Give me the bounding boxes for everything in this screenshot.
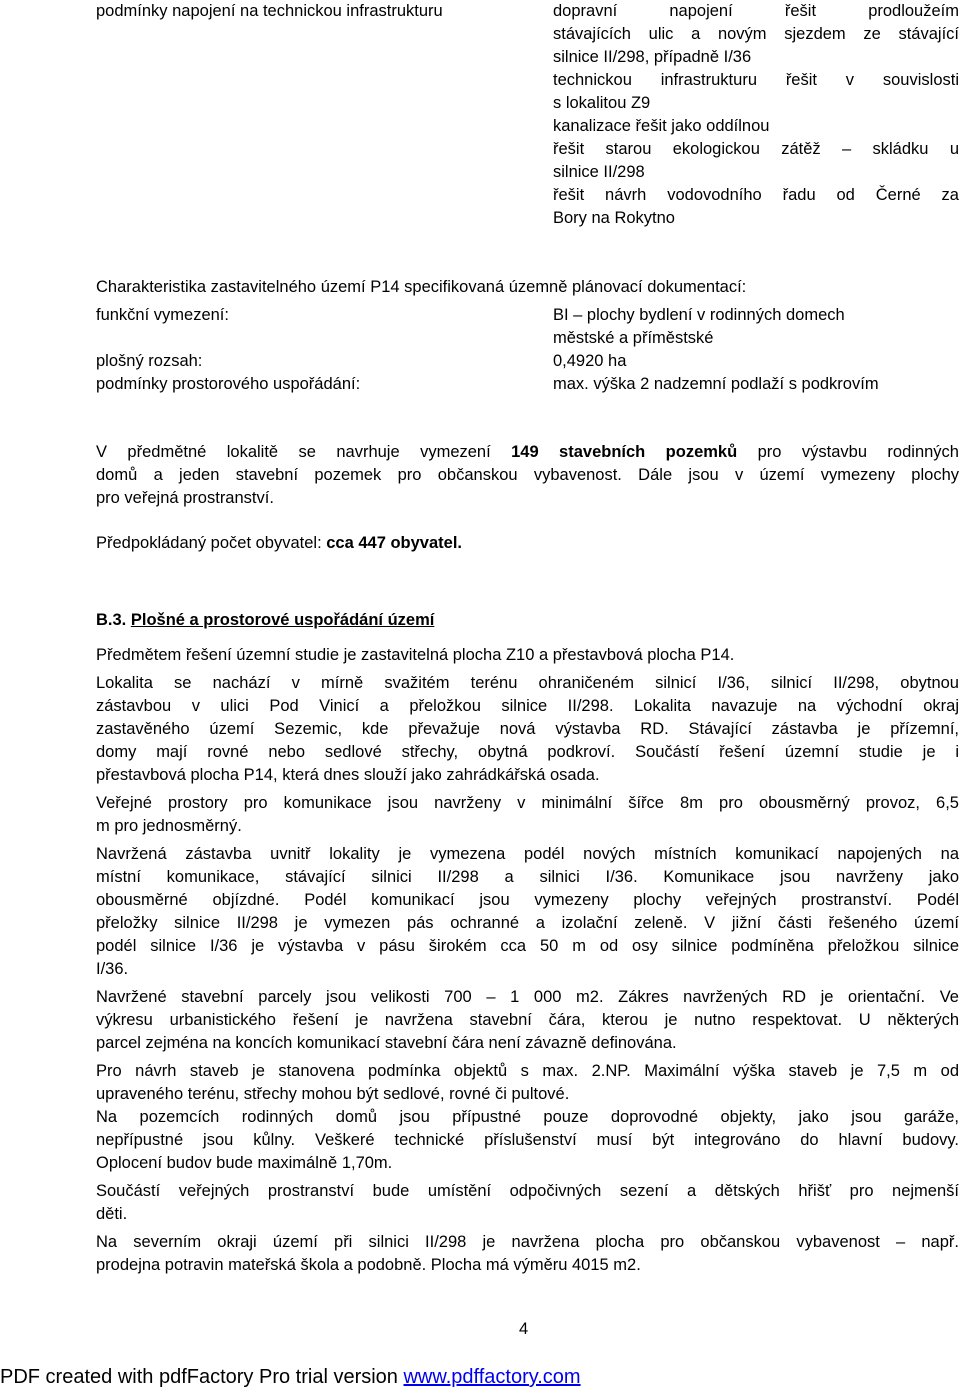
area-value: 0,4920 ha	[553, 352, 627, 370]
paragraph-line: Lokalita se nachází v mírně svažitém terénu ohraničeném silnicí I/36, silnicí II/298, obytnou	[96, 674, 959, 692]
paragraph	[96, 672, 959, 787]
area-label: plošný rozsah:	[96, 352, 203, 370]
paragraph-line: přeložky silnice II/298 je vymezen pás ochranné a izolační zeleně. V jižní části řešeného území	[96, 914, 959, 932]
paragraph-line: I/36.	[96, 960, 129, 978]
paragraph-line: m pro jednosměrný.	[96, 817, 242, 835]
intro-line: pro veřejná prostranství.	[96, 489, 274, 507]
population	[96, 532, 462, 555]
condition-line: silnice II/298	[553, 163, 645, 181]
condition-line: kanalizace řešit jako oddílnou	[553, 117, 770, 135]
function-value: BI – plochy bydlení v rodinných domech	[553, 306, 845, 324]
footer-text: PDF created with pdfFactory Pro trial version	[0, 1366, 404, 1388]
paragraph-line: zastavěného území Sezemic, kde převažuje nová výstavba RD. Stávající zástavba je přízemní,	[96, 720, 959, 738]
section-heading	[96, 609, 434, 632]
function-label: funkční vymezení:	[96, 306, 229, 324]
spatial-value: max. výška 2 nadzemní podlaží s podkrovím	[553, 375, 879, 393]
paragraph-line: parcel zejména na koncích komunikací stavební čára není závazně definována.	[96, 1034, 677, 1052]
population-value: cca 447 obyvatel.	[326, 534, 463, 552]
paragraph-line: domy mají rovné nebo sedlové střechy, obytná podkroví. Součástí řešení územní studie je i	[96, 743, 959, 761]
characteristics-heading: Charakteristika zastavitelného území P14 specifikovaná územně plánovací dokumentací:	[96, 278, 747, 296]
intro-line: domů a jeden stavební pozemek pro občanskou vybavenost. Dále jsou v území vymezeny plochy	[96, 466, 959, 484]
condition-line: silnice II/298, případně I/36	[553, 48, 752, 66]
infrastructure-conditions	[553, 0, 959, 230]
paragraph	[96, 1060, 959, 1175]
intro-paragraph	[96, 441, 959, 510]
paragraph-line: prodejna potravin mateřská škola a podobně. Plocha má výměru 4015 m2.	[96, 1256, 641, 1274]
intro-text: pro výstavbu rodinných	[757, 443, 959, 461]
intro-text: V předmětné lokalitě se navrhuje vymezení	[96, 443, 491, 461]
section-number: B.3.	[96, 611, 127, 629]
pdf-footer	[0, 1365, 581, 1389]
population-label: Předpokládaný počet obyvatel:	[96, 534, 322, 552]
paragraph	[96, 843, 959, 981]
footer-link[interactable]: www.pdffactory.com	[403, 1366, 581, 1388]
paragraph-line: Veřejné prostory pro komunikace jsou navrženy v minimální šířce 8m pro obousměrný provoz, 6,5	[96, 794, 959, 812]
paragraph	[96, 644, 959, 667]
paragraph-line: upraveného terénu, střechy mohou být sedlové, rovné či pultové.	[96, 1085, 570, 1103]
paragraph-line: děti.	[96, 1205, 128, 1223]
paragraph-line: Navržená zástavba uvnitř lokality je vymezena podél nových místních komunikací napojených na	[96, 845, 959, 863]
body-paragraphs	[96, 644, 959, 1277]
paragraph-line: Navržené stavební parcely jsou velikosti 700 – 1 000 m2. Zákres navržených RD je orientační. Ve	[96, 988, 959, 1006]
paragraph	[96, 792, 959, 838]
condition-line: řešit starou ekologickou zátěž – skládku u	[553, 140, 959, 158]
condition-line: řešit návrh vodovodního řadu od Černé za	[553, 186, 959, 204]
paragraph-line: místní komunikace, stávající silnici II/298 a silnici I/36. Komunikace jsou navrženy jako	[96, 868, 959, 886]
spatial-label: podmínky prostorového uspořádání:	[96, 375, 361, 393]
condition-line: Bory na Rokytno	[553, 209, 675, 227]
paragraph-line: Součástí veřejných prostranství bude umístění odpočivných sezení a dětských hřišť pro nejmenší	[96, 1182, 959, 1200]
condition-line: dopravní napojení řešit prodloužeím	[553, 2, 959, 20]
paragraph-line: nepřípustné jsou kůlny. Veškeré technické příslušenství musí být integrováno do hlavní budovy.	[96, 1131, 959, 1149]
paragraph-line: Na pozemcích rodinných domů jsou přípustné pouze doprovodné objekty, jako jsou garáže,	[96, 1108, 959, 1126]
paragraph-line: Oplocení budov bude maximálně 1,70m.	[96, 1154, 393, 1172]
paragraph	[96, 1180, 959, 1226]
paragraph-line: obousměrné objízdné. Podél komunikací jsou vymezeny plochy veřejných prostranství. Podél	[96, 891, 959, 909]
paragraph-line: Na severním okraji území při silnici II/298 je navržena plocha pro občanskou vybavenost – např.	[96, 1233, 959, 1251]
paragraph	[96, 986, 959, 1055]
page-number: 4	[519, 1320, 529, 1338]
paragraph	[96, 1231, 959, 1277]
function-value-cont: městské a příměstské	[553, 329, 714, 347]
condition-line: stávajících ulic a novým sjezdem ze stávající	[553, 25, 959, 43]
paragraph-line: Předmětem řešení územní studie je zastavitelná plocha Z10 a přestavbová plocha P14.	[96, 646, 735, 664]
paragraph-line: Pro návrh staveb je stanovena podmínka objektů s max. 2.NP. Maximální výška staveb je 7,5 m od	[96, 1062, 959, 1080]
paragraph-line: podél silnice I/36 je výstavba v pásu širokém cca 50 m od osy silnice podmíněna přeložkou silnice	[96, 937, 959, 955]
paragraph-line: přestavbová plocha P14, která dnes slouží jako zahrádkářská osada.	[96, 766, 600, 784]
condition-line: s lokalitou Z9	[553, 94, 651, 112]
paragraph-line: výkresu urbanistického řešení je navržena stavební čára, kterou je nutno respektovat. U některých	[96, 1011, 959, 1029]
infrastructure-label: podmínky napojení na technickou infrastrukturu	[96, 2, 443, 20]
plots-count: 149 stavebních pozemků	[511, 443, 738, 461]
paragraph-line: zástavbou v ulici Pod Vinicí a přeložkou silnice II/298. Lokalita navazuje na východní okraj	[96, 697, 959, 715]
condition-line: technickou infrastrukturu řešit v souvislosti	[553, 71, 959, 89]
section-title: Plošné a prostorové uspořádání území	[130, 611, 435, 629]
